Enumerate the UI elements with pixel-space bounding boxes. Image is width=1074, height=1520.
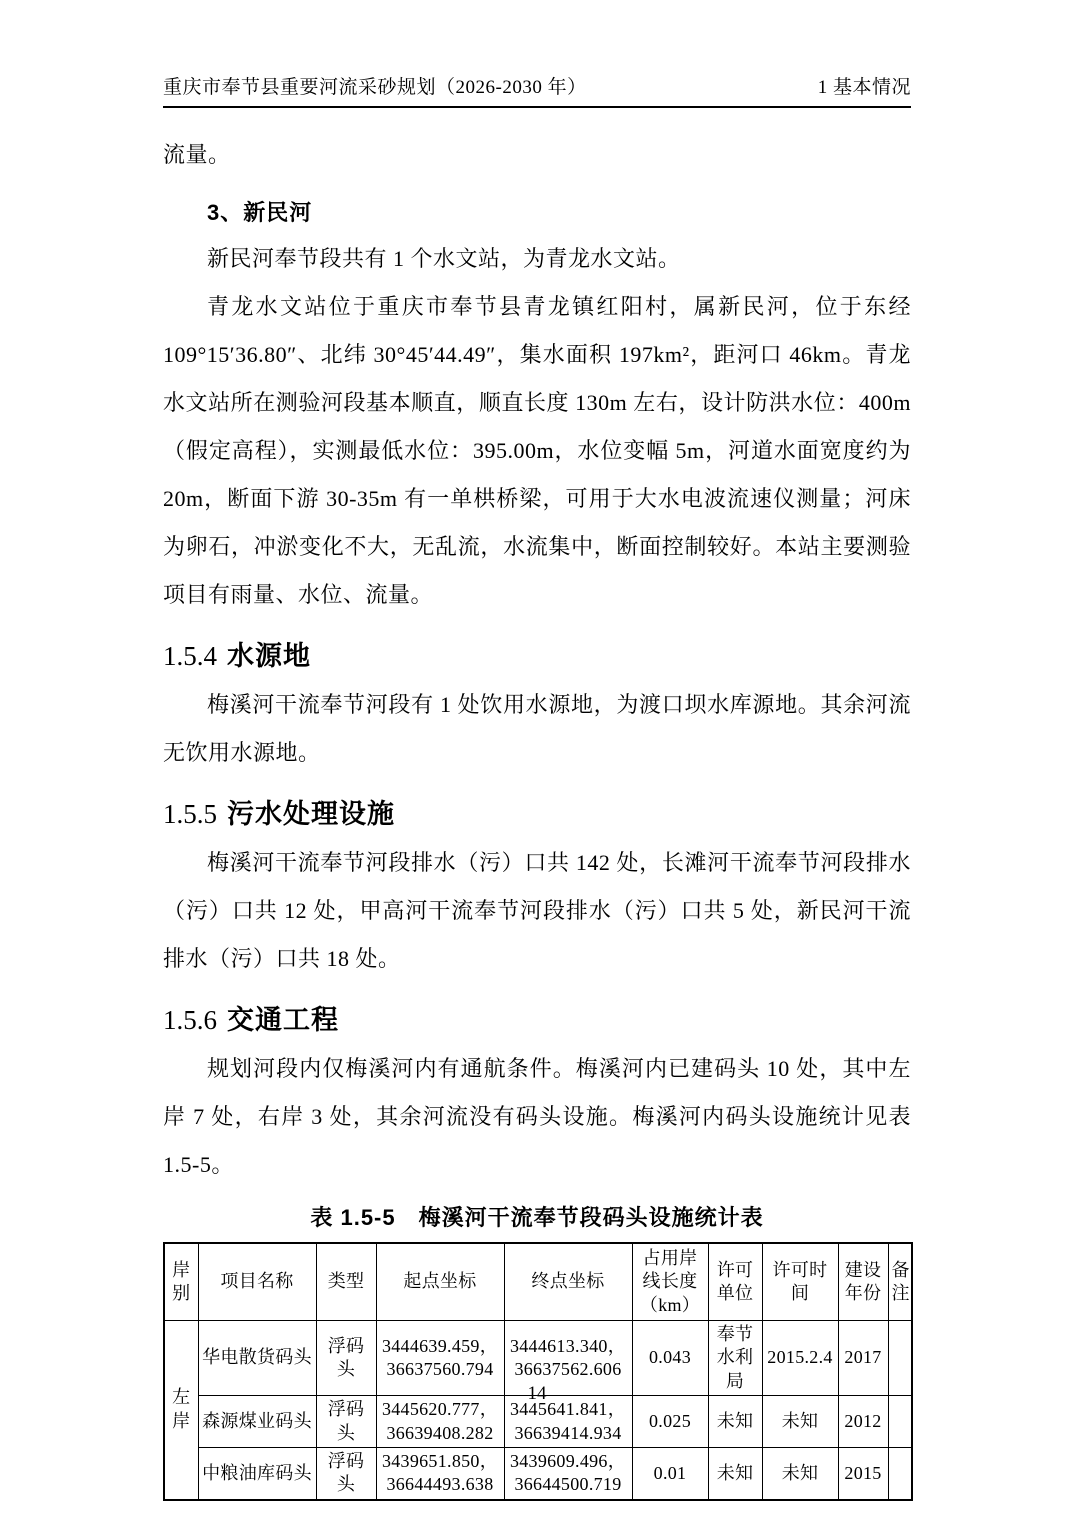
- note-cell: [888, 1447, 912, 1499]
- type-cell: 浮码头: [316, 1396, 376, 1448]
- permit-unit-cell: 未知: [708, 1396, 762, 1448]
- section-heading-154: [163, 635, 911, 677]
- column-header-project: 项目名称: [198, 1243, 316, 1321]
- permit-time-cell: 未知: [762, 1396, 838, 1448]
- project-name-cell: 华电散货码头: [198, 1321, 316, 1396]
- end-coord-cell: 3444613.340，36637562.606: [504, 1321, 632, 1396]
- column-header-permit-unit: 许可单位: [708, 1243, 762, 1321]
- build-year-cell: 2015: [838, 1447, 888, 1499]
- table-header-row: [164, 1243, 912, 1321]
- start-coord-cell: 3444639.459，36637560.794: [376, 1321, 504, 1396]
- paragraph-xinmin: 新民河奉节段共有 1 个水文站，为青龙水文站。: [207, 246, 681, 271]
- length-cell: 0.043: [632, 1321, 708, 1396]
- length-cell: 0.025: [632, 1396, 708, 1448]
- column-header-length: 占用岸线长度（km）: [632, 1243, 708, 1321]
- running-header: [163, 72, 911, 108]
- end-coord-cell: 3445641.841，36639414.934: [504, 1396, 632, 1448]
- start-coord-cell: 3445620.777，36639408.282: [376, 1396, 504, 1448]
- type-cell: 浮码头: [316, 1447, 376, 1499]
- end-coord-cell: 3439609.496，36644500.719: [504, 1447, 632, 1499]
- dock-facility-table: [163, 1242, 913, 1501]
- column-header-start-coord: 起点坐标: [376, 1243, 504, 1321]
- paragraph-traffic: 规划河段内仅梅溪河内有通航条件。梅溪河内已建码头 10 处，其中左岸 7 处，右岸 3 处，其余河流没有码头设施。梅溪河内码头设施统计见表 1.5-5。: [163, 1056, 911, 1177]
- paragraph-qinglong-station: 青龙水文站位于重庆市奉节县青龙镇红阳村，属新民河，位于东经 109°15′36.80″、北纬 30°45′44.49″，集水面积 197km²，距河口 46km。青龙水文站所在测验河段基本顺直，顺直长度 130m 左右，设计防洪水位：400m（假定高程），实测最低水位：395.00m，水位变幅 5m，河道水面宽度约为 20m，断面下游 30-35m 有一单栱桥梁，可用于大水电波流速仪测量；河床为卵石，冲淤变化不大，无乱流，水流集中，断面控制较好。本站主要测验项目有雨量、水位、流量。: [163, 294, 911, 607]
- project-name-cell: 中粮油库码头: [198, 1447, 316, 1499]
- section-number: 1.5.5: [163, 799, 217, 829]
- section-title: 交通工程: [227, 1005, 339, 1035]
- type-cell: 浮码头: [316, 1321, 376, 1396]
- page-number: 14: [527, 1383, 547, 1404]
- permit-time-cell: 未知: [762, 1447, 838, 1499]
- column-header-note: 备注: [888, 1243, 912, 1321]
- column-header-bank: 岸别: [164, 1243, 198, 1321]
- section-heading-155: [163, 793, 911, 835]
- page-content: [163, 131, 911, 1501]
- paragraph-sewage: 梅溪河干流奉节河段排水（污）口共 142 处，长滩河干流奉节河段排水（污）口共 12 处，甲高河干流奉节河段排水（污）口共 5 处，新民河干流排水（污）口共 18 处。: [163, 850, 911, 971]
- section-number: 1.5.4: [163, 641, 217, 671]
- build-year-cell: 2012: [838, 1396, 888, 1448]
- length-cell: 0.01: [632, 1447, 708, 1499]
- section-number: 1.5.6: [163, 1005, 217, 1035]
- permit-time-cell: 2015.2.4: [762, 1321, 838, 1396]
- section-title: 水源地: [227, 641, 311, 671]
- column-header-build-year: 建设年份: [838, 1243, 888, 1321]
- bank-cell: 左岸: [164, 1321, 198, 1500]
- project-name-cell: 森源煤业码头: [198, 1396, 316, 1448]
- permit-unit-cell: 奉节水利局: [708, 1321, 762, 1396]
- heading-xinmin-river: 3、新民河: [207, 200, 313, 225]
- header-chapter: 1 基本情况: [817, 77, 911, 98]
- section-title: 污水处理设施: [227, 799, 395, 829]
- section-heading-156: [163, 999, 911, 1041]
- column-header-end-coord: 终点坐标: [504, 1243, 632, 1321]
- build-year-cell: 2017: [838, 1321, 888, 1396]
- table-row: [164, 1447, 912, 1499]
- column-header-type: 类型: [316, 1243, 376, 1321]
- permit-unit-cell: 未知: [708, 1447, 762, 1499]
- table-caption: 表 1.5-5 梅溪河干流奉节段码头设施统计表: [310, 1205, 764, 1230]
- column-header-permit-time: 许可时间: [762, 1243, 838, 1321]
- paragraph-continuation: 流量。: [163, 142, 231, 167]
- paragraph-water-source: 梅溪河干流奉节河段有 1 处饮用水源地，为渡口坝水库源地。其余河流无饮用水源地。: [163, 692, 911, 765]
- start-coord-cell: 3439651.850，36644493.638: [376, 1447, 504, 1499]
- header-title: 重庆市奉节县重要河流采砂规划（2026-2030 年）: [163, 77, 587, 98]
